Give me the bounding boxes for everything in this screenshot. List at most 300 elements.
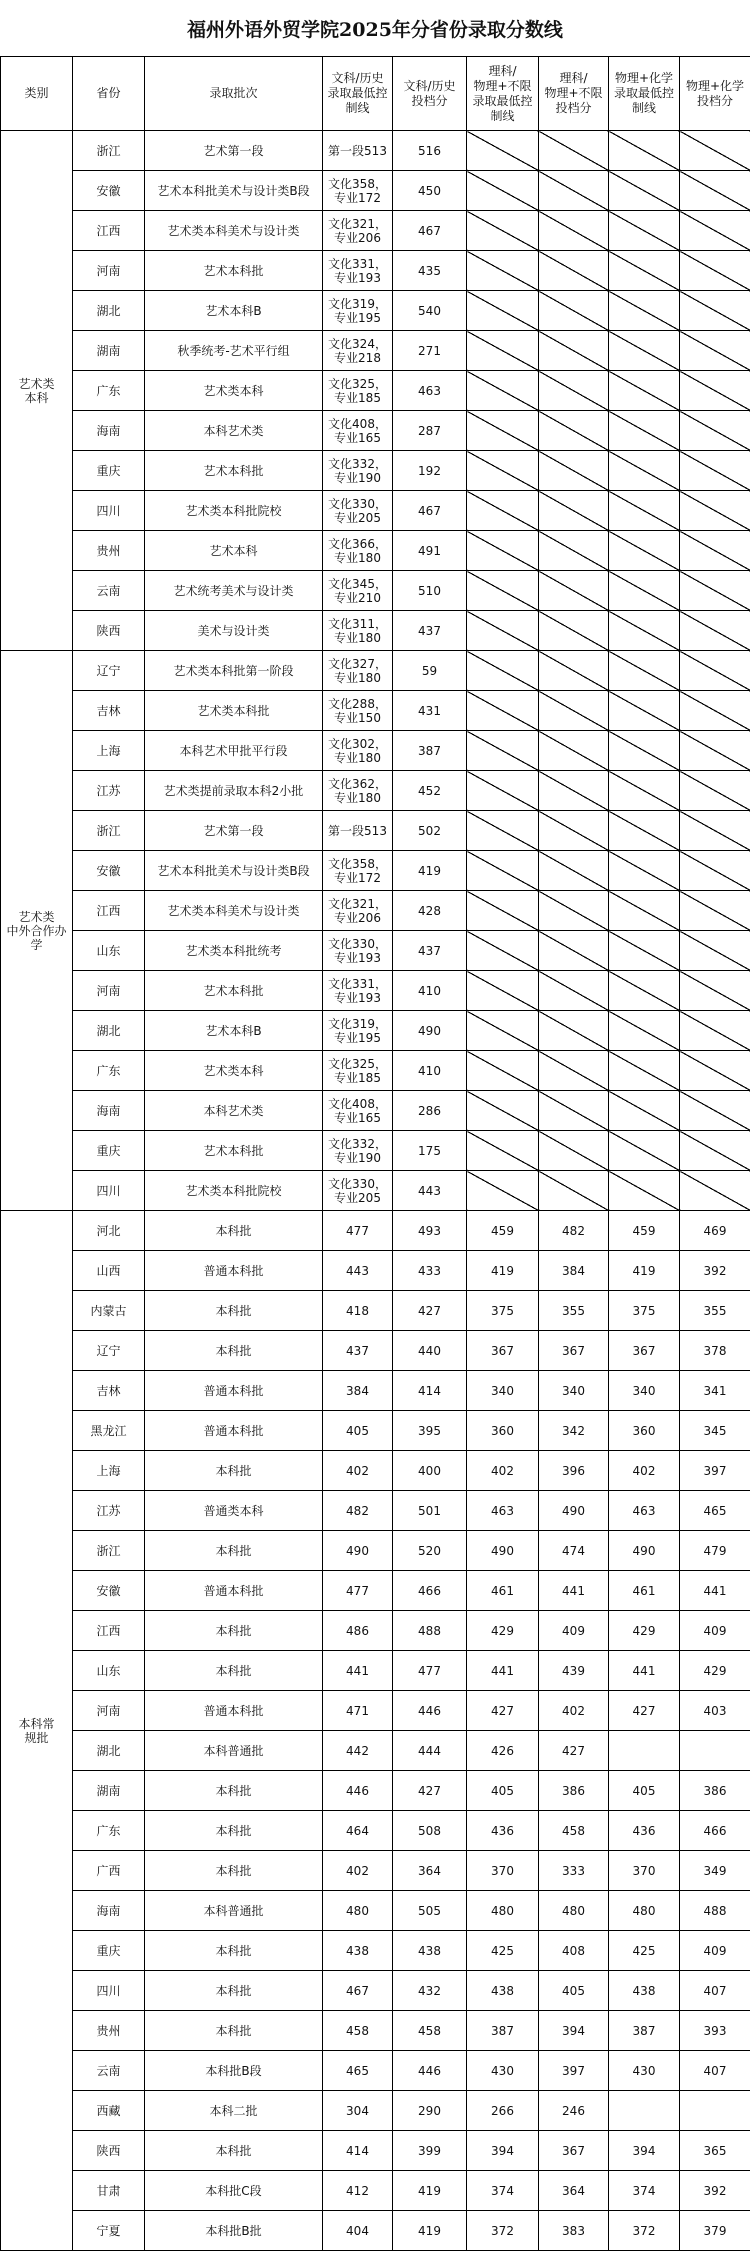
physchem-min-line-cell [609, 2091, 680, 2131]
province-value: 湖北 [73, 1744, 144, 1758]
category-cell [1, 131, 73, 651]
science-min-line-value: 266 [467, 2104, 538, 2118]
province-cell [73, 891, 145, 931]
arts-admit-score-cell [393, 1691, 467, 1731]
science-min-line-cell [467, 2171, 539, 2211]
physchem-admit-score-value: 378 [680, 1344, 750, 1358]
arts-min-line-value: 405 [323, 1424, 392, 1438]
batch-value: 艺术本科 [145, 544, 322, 558]
province-value: 浙江 [73, 1544, 144, 1558]
arts-min-line-value: 文化325， 专业185 [323, 377, 392, 405]
table-row [1, 1491, 750, 1531]
arts-admit-score-value: 467 [393, 224, 466, 238]
arts-min-line-value: 文化331， 专业193 [323, 977, 392, 1005]
column-header-label: 物理+化学 录取最低控 制线 [609, 71, 679, 116]
physchem-admit-score-cell [680, 771, 750, 811]
table-row [1, 1651, 750, 1691]
table-row [1, 2131, 750, 2171]
batch-value: 艺术类本科批 [145, 704, 322, 718]
batch-value: 普通本科批 [145, 1704, 322, 1718]
arts-min-line-value: 471 [323, 1704, 392, 1718]
science-min-line-cell [467, 1011, 539, 1051]
arts-admit-score-cell [393, 611, 467, 651]
arts-min-line-cell [323, 1491, 393, 1531]
province-value: 山东 [73, 1664, 144, 1678]
science-admit-score-cell [539, 931, 609, 971]
science-admit-score-value: 474 [539, 1544, 608, 1558]
province-cell [73, 1651, 145, 1691]
arts-admit-score-cell [393, 1611, 467, 1651]
table-row [1, 651, 750, 691]
province-value: 广东 [73, 384, 144, 398]
table-row [1, 1211, 750, 1251]
physchem-admit-score-cell [680, 971, 750, 1011]
science-admit-score-cell [539, 1931, 609, 1971]
batch-cell [145, 371, 323, 411]
arts-admit-score-value: 431 [393, 704, 466, 718]
arts-admit-score-cell [393, 2131, 467, 2171]
batch-value: 本科批C段 [145, 2184, 322, 2198]
province-value: 湖北 [73, 304, 144, 318]
arts-admit-score-value: 435 [393, 264, 466, 278]
batch-cell [145, 1851, 323, 1891]
arts-admit-score-value: 414 [393, 1384, 466, 1398]
science-admit-score-cell [539, 451, 609, 491]
physchem-min-line-cell [609, 2051, 680, 2091]
province-cell [73, 1691, 145, 1731]
science-admit-score-cell [539, 211, 609, 251]
province-value: 江苏 [73, 1504, 144, 1518]
table-row [1, 2171, 750, 2211]
arts-admit-score-cell [393, 1491, 467, 1531]
table-row [1, 2091, 750, 2131]
province-cell [73, 1571, 145, 1611]
physchem-admit-score-cell [680, 1291, 750, 1331]
column-header-science-admit-score [539, 57, 609, 131]
arts-admit-score-cell [393, 1251, 467, 1291]
physchem-admit-score-value: 409 [680, 1624, 750, 1638]
arts-admit-score-cell [393, 1011, 467, 1051]
province-cell [73, 1251, 145, 1291]
science-admit-score-value: 384 [539, 1264, 608, 1278]
physchem-admit-score-value: 407 [680, 2064, 750, 2078]
science-admit-score-cell [539, 971, 609, 1011]
physchem-min-line-cell [609, 211, 680, 251]
science-admit-score-cell [539, 2011, 609, 2051]
arts-min-line-value: 482 [323, 1504, 392, 1518]
batch-cell [145, 611, 323, 651]
science-min-line-cell [467, 1331, 539, 1371]
science-min-line-cell [467, 1771, 539, 1811]
physchem-admit-score-cell [680, 331, 750, 371]
science-min-line-value: 461 [467, 1584, 538, 1598]
science-admit-score-cell [539, 1451, 609, 1491]
batch-cell [145, 931, 323, 971]
physchem-admit-score-cell [680, 851, 750, 891]
science-admit-score-cell [539, 1971, 609, 2011]
arts-admit-score-value: 419 [393, 2184, 466, 2198]
science-admit-score-cell [539, 851, 609, 891]
province-value: 江苏 [73, 784, 144, 798]
batch-value: 艺术类本科批统考 [145, 944, 322, 958]
science-min-line-cell [467, 1571, 539, 1611]
arts-admit-score-value: 287 [393, 424, 466, 438]
province-value: 辽宁 [73, 1344, 144, 1358]
science-min-line-value: 441 [467, 1664, 538, 1678]
science-min-line-cell [467, 451, 539, 491]
science-min-line-cell [467, 411, 539, 451]
table-row [1, 1091, 750, 1131]
arts-min-line-value: 465 [323, 2064, 392, 2078]
science-min-line-cell [467, 651, 539, 691]
physchem-admit-score-cell [680, 2211, 750, 2251]
science-admit-score-value: 383 [539, 2224, 608, 2238]
batch-cell [145, 651, 323, 691]
physchem-admit-score-cell [680, 611, 750, 651]
physchem-min-line-cell [609, 1171, 680, 1211]
physchem-admit-score-value: 429 [680, 1664, 750, 1678]
science-admit-score-value: 364 [539, 2184, 608, 2198]
physchem-admit-score-value: 488 [680, 1904, 750, 1918]
arts-admit-score-cell [393, 371, 467, 411]
province-value: 安徽 [73, 184, 144, 198]
arts-min-line-value: 438 [323, 1944, 392, 1958]
science-min-line-cell [467, 1091, 539, 1131]
table-row [1, 1931, 750, 1971]
arts-min-line-value: 442 [323, 1744, 392, 1758]
science-admit-score-cell [539, 2211, 609, 2251]
province-cell [73, 1451, 145, 1491]
arts-min-line-cell [323, 491, 393, 531]
physchem-min-line-cell [609, 1691, 680, 1731]
province-value: 甘肃 [73, 2184, 144, 2198]
arts-admit-score-value: 395 [393, 1424, 466, 1438]
physchem-min-line-value: 490 [609, 1544, 679, 1558]
batch-cell [145, 1931, 323, 1971]
science-admit-score-cell [539, 411, 609, 451]
physchem-min-line-value: 436 [609, 1824, 679, 1838]
physchem-min-line-cell [609, 331, 680, 371]
arts-min-line-value: 文化324， 专业218 [323, 337, 392, 365]
province-value: 山东 [73, 944, 144, 958]
science-admit-score-cell [539, 1771, 609, 1811]
table-row [1, 2051, 750, 2091]
science-admit-score-value: 355 [539, 1304, 608, 1318]
province-value: 江西 [73, 904, 144, 918]
arts-min-line-cell [323, 651, 393, 691]
physchem-admit-score-value: 393 [680, 2024, 750, 2038]
batch-cell [145, 731, 323, 771]
batch-cell [145, 2011, 323, 2051]
science-admit-score-value: 396 [539, 1464, 608, 1478]
arts-min-line-cell [323, 2011, 393, 2051]
arts-min-line-value: 文化330， 专业205 [323, 1177, 392, 1205]
science-admit-score-cell [539, 251, 609, 291]
science-min-line-value: 430 [467, 2064, 538, 2078]
science-min-line-cell [467, 2051, 539, 2091]
physchem-min-line-cell [609, 1651, 680, 1691]
province-value: 湖南 [73, 344, 144, 358]
physchem-admit-score-cell [680, 1251, 750, 1291]
province-cell [73, 451, 145, 491]
batch-cell [145, 1651, 323, 1691]
table-row [1, 1771, 750, 1811]
arts-admit-score-value: 427 [393, 1784, 466, 1798]
physchem-min-line-value: 394 [609, 2144, 679, 2158]
science-min-line-value: 340 [467, 1384, 538, 1398]
table-row [1, 451, 750, 491]
arts-admit-score-value: 501 [393, 1504, 466, 1518]
arts-min-line-cell [323, 2051, 393, 2091]
arts-admit-score-value: 437 [393, 944, 466, 958]
science-admit-score-value: 490 [539, 1504, 608, 1518]
arts-admit-score-value: 271 [393, 344, 466, 358]
province-value: 吉林 [73, 1384, 144, 1398]
science-admit-score-cell [539, 1811, 609, 1851]
table-row [1, 1131, 750, 1171]
table-header-row [1, 57, 750, 131]
batch-cell [145, 531, 323, 571]
science-min-line-cell [467, 1211, 539, 1251]
physchem-admit-score-cell [680, 1491, 750, 1531]
arts-min-line-cell [323, 1051, 393, 1091]
batch-value: 艺术类本科 [145, 384, 322, 398]
physchem-min-line-cell [609, 1451, 680, 1491]
arts-min-line-cell [323, 1131, 393, 1171]
arts-min-line-value: 文化321， 专业206 [323, 897, 392, 925]
arts-admit-score-cell [393, 1731, 467, 1771]
arts-min-line-value: 441 [323, 1664, 392, 1678]
province-cell [73, 811, 145, 851]
province-cell [73, 291, 145, 331]
table-row [1, 891, 750, 931]
science-admit-score-cell [539, 1571, 609, 1611]
batch-cell [145, 2211, 323, 2251]
physchem-min-line-value: 419 [609, 1264, 679, 1278]
science-min-line-cell [467, 931, 539, 971]
science-min-line-cell [467, 1291, 539, 1331]
batch-value: 本科批 [145, 1464, 322, 1478]
table-row [1, 171, 750, 211]
physchem-admit-score-cell [680, 2011, 750, 2051]
physchem-min-line-value: 441 [609, 1664, 679, 1678]
physchem-min-line-cell [609, 251, 680, 291]
physchem-admit-score-cell [680, 371, 750, 411]
science-min-line-value: 360 [467, 1424, 538, 1438]
physchem-min-line-value: 430 [609, 2064, 679, 2078]
physchem-admit-score-value: 465 [680, 1504, 750, 1518]
batch-cell [145, 251, 323, 291]
science-admit-score-cell [539, 571, 609, 611]
science-admit-score-cell [539, 2091, 609, 2131]
physchem-admit-score-cell [680, 1091, 750, 1131]
science-min-line-value: 426 [467, 1744, 538, 1758]
arts-admit-score-value: 490 [393, 1024, 466, 1038]
arts-min-line-cell [323, 1731, 393, 1771]
arts-min-line-value: 第一段513 [323, 144, 392, 158]
province-cell [73, 2011, 145, 2051]
science-min-line-cell [467, 891, 539, 931]
arts-admit-score-cell [393, 451, 467, 491]
arts-admit-score-value: 540 [393, 304, 466, 318]
physchem-min-line-cell [609, 531, 680, 571]
arts-admit-score-value: 440 [393, 1344, 466, 1358]
physchem-admit-score-value: 349 [680, 1864, 750, 1878]
arts-admit-score-cell [393, 1651, 467, 1691]
province-cell [73, 1171, 145, 1211]
province-value: 广东 [73, 1064, 144, 1078]
table-row [1, 131, 750, 171]
science-admit-score-cell [539, 171, 609, 211]
batch-value: 艺术第一段 [145, 144, 322, 158]
science-min-line-cell [467, 1931, 539, 1971]
province-cell [73, 171, 145, 211]
arts-admit-score-cell [393, 1291, 467, 1331]
arts-min-line-cell [323, 1691, 393, 1731]
science-min-line-value: 405 [467, 1784, 538, 1798]
admission-score-table [0, 56, 750, 2251]
batch-value: 本科普通批 [145, 1904, 322, 1918]
physchem-admit-score-cell [680, 1211, 750, 1251]
arts-min-line-cell [323, 451, 393, 491]
arts-min-line-cell [323, 2171, 393, 2211]
batch-cell [145, 291, 323, 331]
province-value: 辽宁 [73, 664, 144, 678]
province-cell [73, 531, 145, 571]
science-admit-score-cell [539, 1611, 609, 1651]
arts-admit-score-value: 410 [393, 984, 466, 998]
physchem-admit-score-cell [680, 411, 750, 451]
batch-cell [145, 451, 323, 491]
table-row [1, 731, 750, 771]
batch-cell [145, 811, 323, 851]
physchem-min-line-cell [609, 1531, 680, 1571]
science-min-line-cell [467, 1131, 539, 1171]
arts-min-line-cell [323, 251, 393, 291]
arts-min-line-value: 418 [323, 1304, 392, 1318]
science-min-line-value: 419 [467, 1264, 538, 1278]
province-value: 黑龙江 [73, 1424, 144, 1438]
province-cell [73, 1851, 145, 1891]
table-row [1, 1971, 750, 2011]
column-header-category [1, 57, 73, 131]
arts-admit-score-value: 446 [393, 1704, 466, 1718]
arts-min-line-cell [323, 1811, 393, 1851]
arts-min-line-cell [323, 1091, 393, 1131]
arts-admit-score-value: 452 [393, 784, 466, 798]
batch-value: 本科普通批 [145, 1744, 322, 1758]
batch-cell [145, 1011, 323, 1051]
table-row [1, 211, 750, 251]
batch-cell [145, 2091, 323, 2131]
arts-admit-score-cell [393, 331, 467, 371]
physchem-min-line-cell [609, 131, 680, 171]
arts-min-line-value: 467 [323, 1984, 392, 1998]
physchem-admit-score-cell [680, 1011, 750, 1051]
arts-admit-score-cell [393, 1171, 467, 1211]
province-cell [73, 691, 145, 731]
science-min-line-cell [467, 1251, 539, 1291]
physchem-admit-score-value: 392 [680, 2184, 750, 2198]
arts-min-line-value: 414 [323, 2144, 392, 2158]
physchem-min-line-value: 427 [609, 1704, 679, 1718]
science-min-line-cell [467, 371, 539, 411]
arts-min-line-value: 443 [323, 1264, 392, 1278]
arts-min-line-value: 文化321， 专业206 [323, 217, 392, 245]
arts-admit-score-value: 502 [393, 824, 466, 838]
province-value: 云南 [73, 2064, 144, 2078]
column-header-label: 物理+化学 投档分 [680, 79, 750, 109]
batch-value: 艺术本科批 [145, 1144, 322, 1158]
batch-value: 本科批 [145, 2144, 322, 2158]
science-admit-score-cell [539, 1371, 609, 1411]
column-header-physchem-admit-score [680, 57, 750, 131]
province-value: 海南 [73, 1104, 144, 1118]
science-min-line-cell [467, 731, 539, 771]
table-row [1, 331, 750, 371]
arts-admit-score-cell [393, 1851, 467, 1891]
physchem-min-line-cell [609, 1491, 680, 1531]
physchem-min-line-cell [609, 491, 680, 531]
batch-value: 艺术本科B [145, 1024, 322, 1038]
batch-value: 本科批 [145, 1344, 322, 1358]
science-min-line-cell [467, 1611, 539, 1651]
province-cell [73, 2091, 145, 2131]
province-value: 河南 [73, 1704, 144, 1718]
table-body [1, 131, 750, 2251]
batch-value: 本科艺术类 [145, 424, 322, 438]
arts-min-line-cell [323, 1331, 393, 1371]
physchem-admit-score-cell [680, 1851, 750, 1891]
science-min-line-value: 459 [467, 1224, 538, 1238]
science-admit-score-cell [539, 811, 609, 851]
province-cell [73, 211, 145, 251]
arts-admit-score-value: 175 [393, 1144, 466, 1158]
batch-cell [145, 491, 323, 531]
physchem-min-line-value: 438 [609, 1984, 679, 1998]
science-min-line-cell [467, 2211, 539, 2251]
physchem-min-line-cell [609, 971, 680, 1011]
science-admit-score-cell [539, 731, 609, 771]
table-row [1, 1891, 750, 1931]
physchem-min-line-cell [609, 171, 680, 211]
batch-cell [145, 1411, 323, 1451]
province-cell [73, 1291, 145, 1331]
batch-value: 艺术本科批美术与设计类B段 [145, 864, 322, 878]
province-cell [73, 131, 145, 171]
arts-min-line-value: 402 [323, 1464, 392, 1478]
batch-value: 普通本科批 [145, 1384, 322, 1398]
arts-admit-score-cell [393, 1091, 467, 1131]
arts-min-line-value: 446 [323, 1784, 392, 1798]
arts-min-line-cell [323, 691, 393, 731]
physchem-admit-score-value: 341 [680, 1384, 750, 1398]
table-row [1, 2211, 750, 2251]
arts-admit-score-cell [393, 211, 467, 251]
physchem-min-line-cell [609, 691, 680, 731]
physchem-min-line-cell [609, 291, 680, 331]
physchem-min-line-cell [609, 1211, 680, 1251]
arts-admit-score-cell [393, 931, 467, 971]
arts-min-line-value: 文化345， 专业210 [323, 577, 392, 605]
table-row [1, 2011, 750, 2051]
province-value: 重庆 [73, 1144, 144, 1158]
science-min-line-value: 375 [467, 1304, 538, 1318]
science-admit-score-cell [539, 1091, 609, 1131]
science-min-line-cell [467, 611, 539, 651]
table-row [1, 1691, 750, 1731]
column-header-arts-admit-score [393, 57, 467, 131]
